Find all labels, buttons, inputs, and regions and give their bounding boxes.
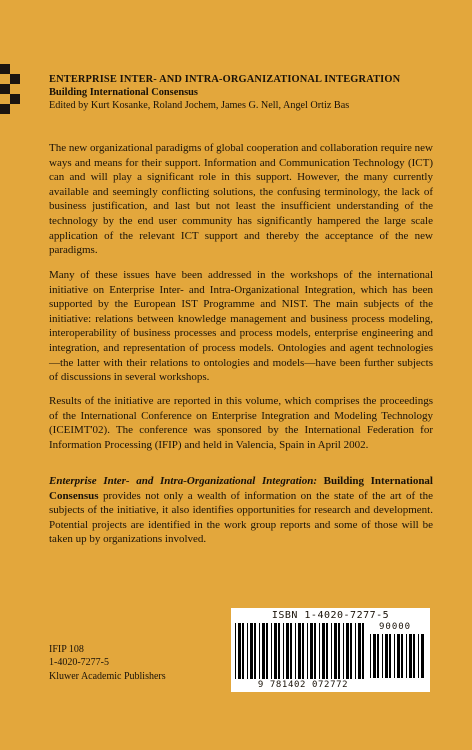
- logo-square-1: [0, 64, 10, 74]
- price-code: 90000: [379, 622, 412, 632]
- ean-barcode-bars: [235, 623, 369, 679]
- barcode-isbn-label: ISBN 1-4020-7277-5: [271, 610, 390, 621]
- logo-square-2: [10, 74, 20, 84]
- book-header: [49, 73, 449, 112]
- series-number: IFIP 108: [49, 644, 84, 655]
- description-paragraph-4: [49, 474, 433, 547]
- logo-square-5: [0, 104, 10, 114]
- publisher-name: Kluwer Academic Publishers: [49, 670, 166, 682]
- description-paragraph-1: The new organizational paradigms of global cooperation and collaboration require new ways and means for their support. Information and Communication Technology (ICT) can and will play a significant role in this support. However, the many currently available and seemingly conflicting solutions, the confusing terminology, the lack of business justification, and last but not least the insufficient understanding of the technology by the end user community has significantly hampered the large scale application of the relevant ICT support and thereby the acceptance of the new paradigms.: [49, 142, 433, 257]
- p4-italic-title: Enterprise Inter- and Intra-Organizational Integration:: [49, 475, 318, 487]
- book-title: ENTERPRISE INTER- AND INTRA-ORGANIZATIONAL INTEGRATION: [49, 74, 401, 85]
- book-editors: Edited by Kurt Kosanke, Roland Jochem, James G. Nell, Angel Ortiz Bas: [49, 100, 350, 111]
- logo-square-4: [10, 94, 20, 104]
- footer-isbn: 1-4020-7277-5: [49, 657, 109, 669]
- ean-digits: 9 781402 072772: [257, 680, 349, 690]
- book-subtitle: Building International Consensus: [49, 87, 198, 98]
- p4-bold-subtitle: Building International Consensus: [49, 475, 433, 502]
- logo-square-3: [0, 84, 10, 94]
- p4-text: provides not only a wealth of information on the state of the art of the subjects of the initiative, it also identifies opportunities for research and development. Potential projects are identified in the work group reports and some of those will be taken up by organizations involved.: [49, 489, 433, 546]
- publisher-info: [49, 643, 166, 683]
- description-paragraph-3: Results of the initiative are reported in this volume, which comprises the proceedings of the International Conference on Enterprise Integration and Modeling Technology (ICEIMT'02). The conference was sponsored by the International Federation for Information Processing (IFIP) and held in Valencia, Spain in April 2002.: [49, 395, 433, 451]
- description-paragraph-2: Many of these issues have been addressed in the workshops of the international initiative on Enterprise Inter- and Intra-Organizational Integration, which has been supported by the European IST Programme and NIST. The main subjects of the initiative: relations between knowledge management and business process modeling, interoperability of business processes and process models, enterprise engineering and integration, and representation of process models. Ontologies and agent technologies—the latter with their relations to ontologies and models—have been further subjects of discussions in several workshops.: [49, 269, 433, 384]
- price-barcode-bars: [370, 634, 424, 678]
- isbn-barcode: [231, 608, 430, 692]
